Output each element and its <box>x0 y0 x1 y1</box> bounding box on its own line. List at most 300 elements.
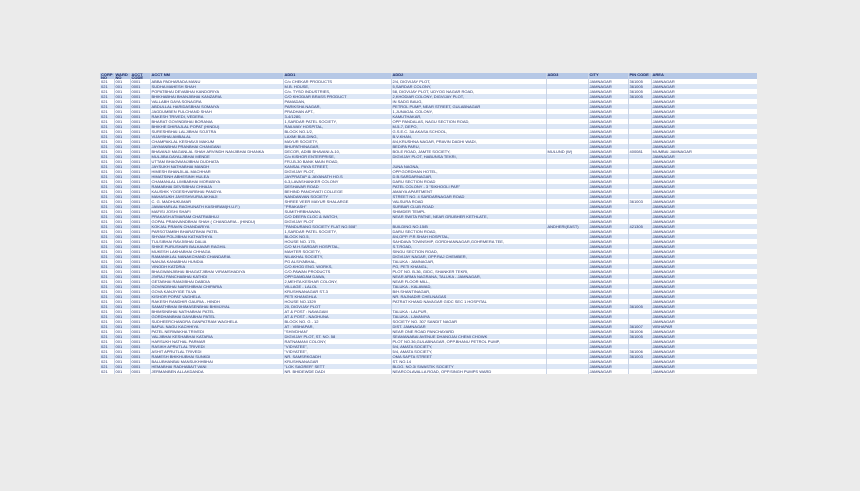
table-cell[interactable]: FRJ-B-30 BANK MAIN ROAD, <box>283 159 391 164</box>
table-cell[interactable]: 0001 <box>130 139 150 144</box>
table-cell[interactable]: CHAMANLAL LIMBABHAI MORABIYA <box>150 179 283 184</box>
table-cell[interactable]: 1,SARDAR PATEL SOCIETY, <box>283 229 391 234</box>
table-cell[interactable]: 361003 <box>628 199 651 204</box>
table-cell[interactable]: MAFISI JOSHI SHAFI <box>150 209 283 214</box>
table-cell[interactable]: 0001 <box>130 369 150 374</box>
table-cell[interactable]: 021 <box>100 114 114 119</box>
table-cell[interactable]: SINGU SECTION ROAD, <box>391 249 546 254</box>
table-cell[interactable]: MAYUR SOCIETY, <box>283 139 391 144</box>
table-cell[interactable]: 021 <box>100 294 114 299</box>
column-header[interactable]: CITY <box>588 73 628 79</box>
table-cell[interactable]: JAMNAGAR <box>651 244 757 249</box>
table-cell[interactable]: 400081 <box>628 149 651 154</box>
table-cell[interactable]: JAMNAGAR <box>588 279 628 284</box>
table-cell[interactable]: PG, PETI KHANGL, <box>391 264 546 269</box>
table-cell[interactable]: 001 <box>114 274 130 279</box>
table-cell[interactable]: JAMNAGAR <box>588 344 628 349</box>
table-cell[interactable]: POPATBHAI DEVABHAI KANDORIYA <box>150 89 283 94</box>
table-cell[interactable]: 021 <box>100 149 114 154</box>
table-cell[interactable]: TALUKA : JAMNAGAR, <box>391 259 546 264</box>
table-cell[interactable]: C/O.KHOD ENG. WORKS, <box>283 264 391 269</box>
table-cell[interactable]: 021 <box>100 359 114 364</box>
table-cell[interactable]: BHIKHE DHIRAJLAL POPAT (HINDU) <box>150 124 283 129</box>
table-cell[interactable]: JAMNAGAR <box>588 289 628 294</box>
table-cell[interactable]: SUDHA MAHESH SHAH <box>150 84 283 89</box>
table-cell[interactable]: 0001 <box>130 354 150 359</box>
table-cell[interactable]: 001 <box>114 164 130 169</box>
table-cell[interactable]: 361006 <box>628 329 651 334</box>
table-cell[interactable]: 001 <box>114 259 130 264</box>
table-cell[interactable]: JAMNAGAR <box>651 289 757 294</box>
table-cell[interactable]: OMA SAPTA STREET <box>391 354 546 359</box>
table-cell[interactable]: JAMNAGAR <box>588 314 628 319</box>
table-cell[interactable]: JAMNAGAR <box>651 109 757 114</box>
table-cell[interactable]: JAMNAGAR <box>651 339 757 344</box>
table-cell[interactable]: JAMNAGAR <box>651 199 757 204</box>
table-cell[interactable]: JAYMANBHAI PRANBHAI CHANGANI <box>150 144 283 149</box>
table-cell[interactable]: 001 <box>114 279 130 284</box>
table-cell[interactable]: VALJIBHAI KESHABHAI KATARIA <box>150 334 283 339</box>
table-cell[interactable]: JAMNAGAR <box>651 179 757 184</box>
column-header[interactable]: PIN CODE <box>628 73 651 79</box>
table-cell[interactable]: 0001 <box>130 199 150 204</box>
table-cell[interactable]: 0001 <box>130 304 150 309</box>
table-cell[interactable]: JAMNAGAR <box>588 304 628 309</box>
table-cell[interactable]: 8/4,OPP. P.R.SHAH HOSPITAL, <box>391 234 546 239</box>
table-cell[interactable]: 021 <box>100 199 114 204</box>
table-cell[interactable]: BHAGWANJIBHAI BHAGATJIBHAI VIRAMSHADIYA <box>150 269 283 274</box>
table-cell[interactable]: RAKESH RANDHIR GAURIA - HINDH <box>150 299 283 304</box>
table-cell[interactable]: 021 <box>100 219 114 224</box>
table-cell[interactable]: JAMNAGAR <box>588 114 628 119</box>
table-cell[interactable]: 421305 <box>628 224 651 229</box>
table-cell[interactable]: JAMNAGAR <box>588 204 628 209</box>
table-cell[interactable]: 0001 <box>130 299 150 304</box>
table-cell[interactable]: 001 <box>114 349 130 354</box>
table-cell[interactable]: 0001 <box>130 254 150 259</box>
table-cell[interactable]: BAPUL NAGU KACHHIYA <box>150 324 283 329</box>
table-cell[interactable]: 8/4,KRUSHNA NAGAR, PRAVIN DADHI WADI, <box>391 139 546 144</box>
table-cell[interactable]: 0001 <box>130 334 150 339</box>
table-cell[interactable]: 021 <box>100 274 114 279</box>
table-cell[interactable]: 021 <box>100 99 114 104</box>
table-cell[interactable]: NR. BHIDEWDE DADI <box>283 369 391 374</box>
table-cell[interactable]: TALUKA : LALPUR, <box>391 309 546 314</box>
table-cell[interactable]: 021 <box>100 264 114 269</box>
table-cell[interactable]: PARIKSHA NAGAR, <box>283 104 391 109</box>
table-cell[interactable]: 20, DIGVIJAY PLOT <box>283 304 391 309</box>
table-cell[interactable]: JAMNAGAR <box>588 334 628 339</box>
table-cell[interactable]: 0001 <box>130 269 150 274</box>
table-cell[interactable]: JAMNAGAR <box>588 259 628 264</box>
table-cell[interactable]: GOVINDBHAI NARSHIBHAI CHIPARIA <box>150 284 283 289</box>
table-cell[interactable]: 021 <box>100 79 114 84</box>
table-cell[interactable]: SOCIETY NO. 307 SANDIT NAGAR <box>391 319 546 324</box>
table-cell[interactable]: 021 <box>100 339 114 344</box>
table-cell[interactable]: 0001 <box>130 134 150 139</box>
table-cell[interactable]: 0001 <box>130 214 150 219</box>
table-cell[interactable]: BHAVANJI MAGANLAL SHAH ARVINDH NANJIBHAI DHANKA <box>150 149 283 154</box>
table-cell[interactable]: 001 <box>114 244 130 249</box>
table-cell[interactable]: 021 <box>100 314 114 319</box>
table-cell[interactable]: 0001 <box>130 104 150 109</box>
table-cell[interactable]: HOUSE NO. 175, <box>283 239 391 244</box>
table-cell[interactable]: SURBAR CLUB ROAD <box>391 204 546 209</box>
table-cell[interactable]: 0001 <box>130 339 150 344</box>
table-cell[interactable]: MUMBAI JAMNAGAR <box>651 149 757 154</box>
table-cell[interactable]: 001 <box>114 139 130 144</box>
table-cell[interactable]: PG ALSIYABHAL, <box>283 259 391 264</box>
table-cell[interactable]: SHIKE PURUSHARI BALKAVAR RAGHIL <box>150 244 283 249</box>
table-cell[interactable]: 001 <box>114 99 130 104</box>
table-cell[interactable]: 021 <box>100 354 114 359</box>
table-cell[interactable]: JAMNAGAR <box>651 94 757 99</box>
table-cell[interactable]: 0001 <box>130 289 150 294</box>
table-cell[interactable]: JAMNAGAR <box>651 239 757 244</box>
table-cell[interactable]: NR. RAJNADIR CHELNAGAS <box>391 294 546 299</box>
table-cell[interactable]: 001 <box>114 159 130 164</box>
table-cell[interactable]: JAMNAGAR <box>588 99 628 104</box>
table-cell[interactable]: 0001 <box>130 124 150 129</box>
table-cell[interactable]: JAMNAGAR <box>651 164 757 169</box>
table-cell[interactable]: 001 <box>114 344 130 349</box>
table-cell[interactable]: NR. SAMSRKGADH <box>283 354 391 359</box>
table-cell[interactable]: PATEL COLONY - 3 "SIKHOOLI PAR" <box>391 184 546 189</box>
table-cell[interactable]: JAMNAGAR <box>651 224 757 229</box>
table-cell[interactable]: 2,MEHTA KESHAR COLONY, <box>283 279 391 284</box>
table-cell[interactable]: 0001 <box>130 174 150 179</box>
table-cell[interactable]: 0001 <box>130 239 150 244</box>
table-cell[interactable]: 0001 <box>130 109 150 114</box>
table-cell[interactable]: JAMNAGAR <box>651 124 757 129</box>
table-cell[interactable]: 021 <box>100 299 114 304</box>
table-cell[interactable]: 0001 <box>130 194 150 199</box>
table-row[interactable] <box>100 369 757 374</box>
table-cell[interactable]: 0001 <box>130 164 150 169</box>
table-cell[interactable]: JAMNAGAR <box>651 329 757 334</box>
table-cell[interactable]: 001 <box>114 334 130 339</box>
table-cell[interactable]: IN SADG BAUG, <box>391 99 546 104</box>
table-cell[interactable]: AMAIYA APARTMENT <box>391 189 546 194</box>
table-cell[interactable]: JAWAHARLAL RAGHUNATH KASHIRAM(H.U.F.) <box>150 204 283 209</box>
table-cell[interactable]: DIST. JAMNAGAR <box>391 324 546 329</box>
table-cell[interactable]: NEAR SWITA PATNE, NEAR GRUBHER KETHLATE, <box>391 214 546 219</box>
table-cell[interactable]: JAMNAGAR <box>588 219 628 224</box>
table-cell[interactable]: 001 <box>114 269 130 274</box>
table-cell[interactable]: JAMNAGAR <box>588 109 628 114</box>
table-cell[interactable]: 0001 <box>130 89 150 94</box>
table-cell[interactable]: GETABHAI RAMJIBHAI DABDIA <box>150 279 283 284</box>
column-header[interactable]: ACCT CODE <box>130 73 150 79</box>
table-cell[interactable]: OPP.GORDHAN HOTEL, <box>391 169 546 174</box>
table-cell[interactable]: JAMNAGAR <box>651 279 757 284</box>
table-cell[interactable]: 001 <box>114 234 130 239</box>
table-cell[interactable]: 021 <box>100 209 114 214</box>
table-cell[interactable]: LAXMI BUILDING, <box>283 134 391 139</box>
table-cell[interactable]: RASIKH APRUTLAL TRIVEDI <box>150 344 283 349</box>
table-cell[interactable]: JAMNAGAR <box>651 344 757 349</box>
table-cell[interactable]: 0001 <box>130 189 150 194</box>
table-cell[interactable]: JAMNAGAR <box>588 269 628 274</box>
table-cell[interactable]: 361005 <box>628 94 651 99</box>
table-cell[interactable]: 001 <box>114 294 130 299</box>
table-cell[interactable]: AT & POST : NAVAGAM <box>283 309 391 314</box>
table-cell[interactable]: JAMNAGAR <box>588 189 628 194</box>
table-cell[interactable]: JAYSUKH NATHABHAI MANDH <box>150 164 283 169</box>
table-cell[interactable]: JAYPRATAP & JAYANATH HO.S <box>283 174 391 179</box>
column-header[interactable]: ADD3 <box>546 73 588 79</box>
table-cell[interactable]: 0001 <box>130 114 150 119</box>
table-cell[interactable]: 001 <box>114 229 130 234</box>
table-cell[interactable]: 361005 <box>628 89 651 94</box>
column-header[interactable]: ADD2 <box>391 73 546 79</box>
table-cell[interactable]: HIMATSINH ABHESINH HULEA <box>150 174 283 179</box>
table-cell[interactable]: C/O DEEPA CLOC & WATCH, <box>283 214 391 219</box>
table-cell[interactable]: 021 <box>100 154 114 159</box>
table-cell[interactable]: 001 <box>114 314 130 319</box>
table-cell[interactable]: 001 <box>114 339 130 344</box>
table-cell[interactable]: 001 <box>114 104 130 109</box>
table-cell[interactable]: JAMNAGAR <box>651 364 757 369</box>
table-cell[interactable]: 0001 <box>130 204 150 209</box>
table-cell[interactable]: JAMNAGAR <box>651 359 757 364</box>
table-cell[interactable]: KISHOR POPAT VAGHELA <box>150 294 283 299</box>
table-cell[interactable]: JAMNAGAR <box>588 319 628 324</box>
table-cell[interactable]: JAMNAGAR <box>651 274 757 279</box>
table-cell[interactable]: 021 <box>100 324 114 329</box>
table-cell[interactable]: JAMNAGAR <box>588 229 628 234</box>
table-cell[interactable]: 021 <box>100 189 114 194</box>
table-cell[interactable]: 021 <box>100 144 114 149</box>
table-cell[interactable]: JAMNAGAR <box>651 129 757 134</box>
table-cell[interactable]: VILLAGE - LALOL <box>283 284 391 289</box>
table-cell[interactable]: 001 <box>114 239 130 244</box>
table-cell[interactable]: 021 <box>100 269 114 274</box>
table-cell[interactable]: BHIKHABHAI BHANJIBHAI KANZARIA <box>150 94 283 99</box>
table-cell[interactable]: JAMNAGAR <box>588 199 628 204</box>
table-cell[interactable]: 001 <box>114 114 130 119</box>
table-cell[interactable]: 0001 <box>130 309 150 314</box>
table-cell[interactable]: "SHIVDHAN" <box>283 329 391 334</box>
table-cell[interactable]: RAMANIKLAL NANAKCHAND CHANDARIA <box>150 254 283 259</box>
table-cell[interactable]: 001 <box>114 214 130 219</box>
table-cell[interactable]: SAHDAVA TOWNSHIP, GORDHANNAGAR,GOHRMERA TEE, <box>391 239 546 244</box>
table-cell[interactable]: JAMNAGAR <box>588 369 628 374</box>
table-cell[interactable]: NILAKHAL SOCIETY, <box>283 254 391 259</box>
table-cell[interactable]: DIGVIJAY PLOT <box>283 219 391 224</box>
table-cell[interactable]: VALLABH DAYA SONAGRA <box>150 99 283 104</box>
table-cell[interactable]: VALSURA ROAD <box>391 199 546 204</box>
table-cell[interactable]: 021 <box>100 224 114 229</box>
table-cell[interactable]: 001 <box>114 329 130 334</box>
table-cell[interactable]: C/O M.H.SARDAR HOSPITAL, <box>283 244 391 249</box>
table-cell[interactable]: MULJIBA DAYALJIBHAI MENDE <box>150 154 283 159</box>
table-cell[interactable]: 0001 <box>130 179 150 184</box>
table-cell[interactable]: S.T.ROAD, <box>391 244 546 249</box>
table-cell[interactable]: 001 <box>114 84 130 89</box>
table-cell[interactable]: 021 <box>100 334 114 339</box>
table-cell[interactable]: 0001 <box>130 279 150 284</box>
table-cell[interactable]: 001 <box>114 134 130 139</box>
table-cell[interactable]: BOLE ROAD, JAMTE SOCIETY, <box>391 149 546 154</box>
column-header[interactable]: WARD NO <box>114 73 130 79</box>
table-cell[interactable]: SEAMANABAI AVENUE DHANOJAI CHEMI CHOWK <box>391 334 546 339</box>
table-cell[interactable]: BEHIND PANCHVATI COLLEGE <box>283 189 391 194</box>
table-cell[interactable]: AT : VIBHAPAR, <box>283 324 391 329</box>
table-cell[interactable]: RAMABHAI DEVSIBHAI CHHAJA <box>150 184 283 189</box>
table-cell[interactable]: JAMNAGAR <box>651 354 757 359</box>
table-cell[interactable]: C/o. TYSO INDUSTRIES, <box>283 89 391 94</box>
table-cell[interactable]: TULSIBHAI RAVJIBHAI DALIA <box>150 239 283 244</box>
table-cell[interactable]: 001 <box>114 174 130 179</box>
table-cell[interactable]: JAMNAGAR <box>588 359 628 364</box>
table-cell[interactable]: JAMNAGAR <box>588 134 628 139</box>
table-cell[interactable]: JAMNAGAR <box>651 174 757 179</box>
table-cell[interactable]: 0001 <box>130 274 150 279</box>
table-cell[interactable]: 001 <box>114 119 130 124</box>
table-cell[interactable]: 0001 <box>130 284 150 289</box>
table-cell[interactable]: SHREE VEER MAYUR SHALARGE <box>283 199 391 204</box>
table-cell[interactable]: 021 <box>100 184 114 189</box>
table-cell[interactable]: 0001 <box>130 314 150 319</box>
table-cell[interactable]: JAMNAGAR <box>651 229 757 234</box>
table-cell[interactable]: JIVRAJ PANCHABHAI KATHDI <box>150 274 283 279</box>
table-cell[interactable]: 021 <box>100 319 114 324</box>
table-cell[interactable]: JAMNAGAR <box>651 319 757 324</box>
table-cell[interactable]: JAMNAGAR <box>651 264 757 269</box>
table-cell[interactable]: JAMNAGAR <box>651 99 757 104</box>
table-cell[interactable]: B.V.KHAN, <box>391 134 546 139</box>
table-cell[interactable]: JAGDUMBEN FULCHAND SHAH <box>150 109 283 114</box>
table-cell[interactable]: JAMNAGAR <box>651 334 757 339</box>
table-cell[interactable]: JAMNAGAR <box>651 194 757 199</box>
table-cell[interactable]: 021 <box>100 174 114 179</box>
table-cell[interactable]: JUNA NAGNA, <box>391 164 546 169</box>
table-cell[interactable]: PLOT NO.36,GULABNAGAR, OPP.BHANU PETROL PUMP, <box>391 339 546 344</box>
table-cell[interactable]: OPP.DAMDAM DAWA, <box>283 274 391 279</box>
table-cell[interactable]: 0001 <box>130 324 150 329</box>
table-cell[interactable]: PRAKASH ATMARAM CHATRABHUJ <box>150 214 283 219</box>
table-cell[interactable]: C/o CHEKAR PRODUCTS <box>283 79 391 84</box>
table-cell[interactable]: SUMITHRBHAWAN, <box>283 209 391 214</box>
table-cell[interactable]: 021 <box>100 364 114 369</box>
table-cell[interactable]: KOKJAL PRAVIN CHANDARIYA <box>150 224 283 229</box>
table-cell[interactable]: 021 <box>100 134 114 139</box>
table-cell[interactable]: JAMNAGAR <box>651 304 757 309</box>
table-cell[interactable]: BUILDING NO.15/B <box>391 224 546 229</box>
table-cell[interactable]: 0001 <box>130 259 150 264</box>
table-cell[interactable]: 1,JUNAGAL COLONY, <box>391 109 546 114</box>
table-cell[interactable]: 361007 <box>628 324 651 329</box>
table-cell[interactable]: PETI KHANGHLA <box>283 294 391 299</box>
table-cell[interactable]: ASHIT APRUTLAL TRIVEDI <box>150 349 283 354</box>
table-cell[interactable]: 5/4, AMATA SOCIETY, <box>391 344 546 349</box>
table-cell[interactable]: SHYAM POLJIBHAI KATHATHIYA <box>150 234 283 239</box>
table-cell[interactable]: 001 <box>114 249 130 254</box>
table-cell[interactable]: 001 <box>114 169 130 174</box>
table-cell[interactable]: DARU SECTION ROAD, <box>391 229 546 234</box>
table-cell[interactable]: 001 <box>114 129 130 134</box>
table-cell[interactable]: RATNAMANI COLONY, <box>283 339 391 344</box>
table-cell[interactable]: 021 <box>100 94 114 99</box>
column-header[interactable]: CORP NO <box>101 73 113 79</box>
table-cell[interactable]: ABDULLAL HARIDASBHAI SOMAIYA <box>150 104 283 109</box>
table-cell[interactable]: VIJAYBHAI AMBALAL <box>150 134 283 139</box>
table-cell[interactable]: JAMNAGAR <box>588 154 628 159</box>
table-cell[interactable]: JAMNAGAR <box>588 129 628 134</box>
table-cell[interactable]: 0001 <box>130 319 150 324</box>
table-cell[interactable]: 001 <box>114 184 130 189</box>
table-cell[interactable]: OPP PANDALAS, NAGU SECTION ROAD, <box>391 119 546 124</box>
table-cell[interactable]: JAMNAGAR <box>651 89 757 94</box>
table-cell[interactable]: 001 <box>114 254 130 259</box>
table-cell[interactable]: 1,SARDAR PATEL SOCIETY, <box>283 119 391 124</box>
table-cell[interactable]: JAMNAGAR <box>588 339 628 344</box>
table-cell[interactable]: JAMNAGAR <box>588 354 628 359</box>
table-cell[interactable]: RAKESH TRIVEDI, VEDERA <box>150 114 283 119</box>
table-cell[interactable]: KAMUTHAKAR, <box>391 114 546 119</box>
table-cell[interactable]: 0001 <box>130 144 150 149</box>
table-cell[interactable]: PETROL PUMP, NEAR STREET, GULABNAGAR <box>391 104 546 109</box>
table-cell[interactable] <box>546 369 588 374</box>
table-cell[interactable]: C. G. MADHUKUMAR <box>150 199 283 204</box>
table-cell[interactable]: DARU SECTION ROAD <box>391 179 546 184</box>
table-cell[interactable]: JAMNAGAR <box>588 149 628 154</box>
table-cell[interactable]: JAMNAGAR <box>651 294 757 299</box>
table-cell[interactable]: BEDIPA PARU, <box>391 144 546 149</box>
table-cell[interactable]: NANDANVAN SOCIETY <box>283 194 391 199</box>
table-cell[interactable]: C/o KISHOR ENTERPRISE, <box>283 154 391 159</box>
table-cell[interactable]: JAMNAGAR <box>651 79 757 84</box>
table-cell[interactable]: B/H.SHANTINAGAR, <box>391 289 546 294</box>
table-cell[interactable]: 3-4/1280, <box>283 114 391 119</box>
table-cell[interactable]: JAMNAGAR <box>651 114 757 119</box>
table-cell[interactable]: 361003 <box>628 354 651 359</box>
table-cell[interactable]: JAMNAGAR <box>588 309 628 314</box>
table-cell[interactable]: JAMNAGAR <box>651 369 757 374</box>
table-cell[interactable]: JAMNAGAR <box>588 144 628 149</box>
table-cell[interactable]: 021 <box>100 304 114 309</box>
table-cell[interactable]: JAMNAGAR <box>588 119 628 124</box>
table-cell[interactable]: JAMNAGAR <box>651 214 757 219</box>
table-cell[interactable]: 001 <box>114 209 130 214</box>
table-cell[interactable]: VINODH KATDRIA <box>150 264 283 269</box>
table-cell[interactable]: JAMNAGAR <box>588 174 628 179</box>
table-cell[interactable]: TALUKA - LAVANIYA <box>391 314 546 319</box>
table-cell[interactable]: C/O KHODIAR BRASS PRODUCT <box>283 94 391 99</box>
table-cell[interactable]: BLDG. NO.3/ SWASTIK SOCIETY <box>391 364 546 369</box>
table-cell[interactable]: 021 <box>100 309 114 314</box>
table-cell[interactable]: AT & POST - NAGHUNA <box>283 314 391 319</box>
table-cell[interactable]: JAMNAGAR <box>588 254 628 259</box>
table-cell[interactable]: JAMNAGAR <box>651 159 757 164</box>
table-cell[interactable]: JAMNAGAR <box>588 79 628 84</box>
table-cell[interactable]: 021 <box>100 119 114 124</box>
table-cell[interactable]: PATRAT KHAND NAVAGAR GIDC SEC 1 HOSPITAL <box>391 299 546 304</box>
table-cell[interactable]: JAMNAGAR <box>651 254 757 259</box>
table-cell[interactable]: 021 <box>100 179 114 184</box>
table-cell[interactable]: BLOCK NO.1/2, <box>283 129 391 134</box>
table-cell[interactable]: JAMNAGAR <box>651 299 757 304</box>
column-header[interactable]: AREA <box>651 73 757 79</box>
table-cell[interactable]: JAMNAGAR <box>588 234 628 239</box>
table-cell[interactable]: 001 <box>114 94 130 99</box>
table-cell[interactable]: PAMADAN, <box>283 99 391 104</box>
table-cell[interactable]: 6-3,LAVASHANKER COLONY <box>283 179 391 184</box>
table-cell[interactable]: ABBA PADHARADA MANU <box>150 79 283 84</box>
table-cell[interactable]: JAMNAGAR <box>588 214 628 219</box>
table-cell[interactable]: 021 <box>100 214 114 219</box>
